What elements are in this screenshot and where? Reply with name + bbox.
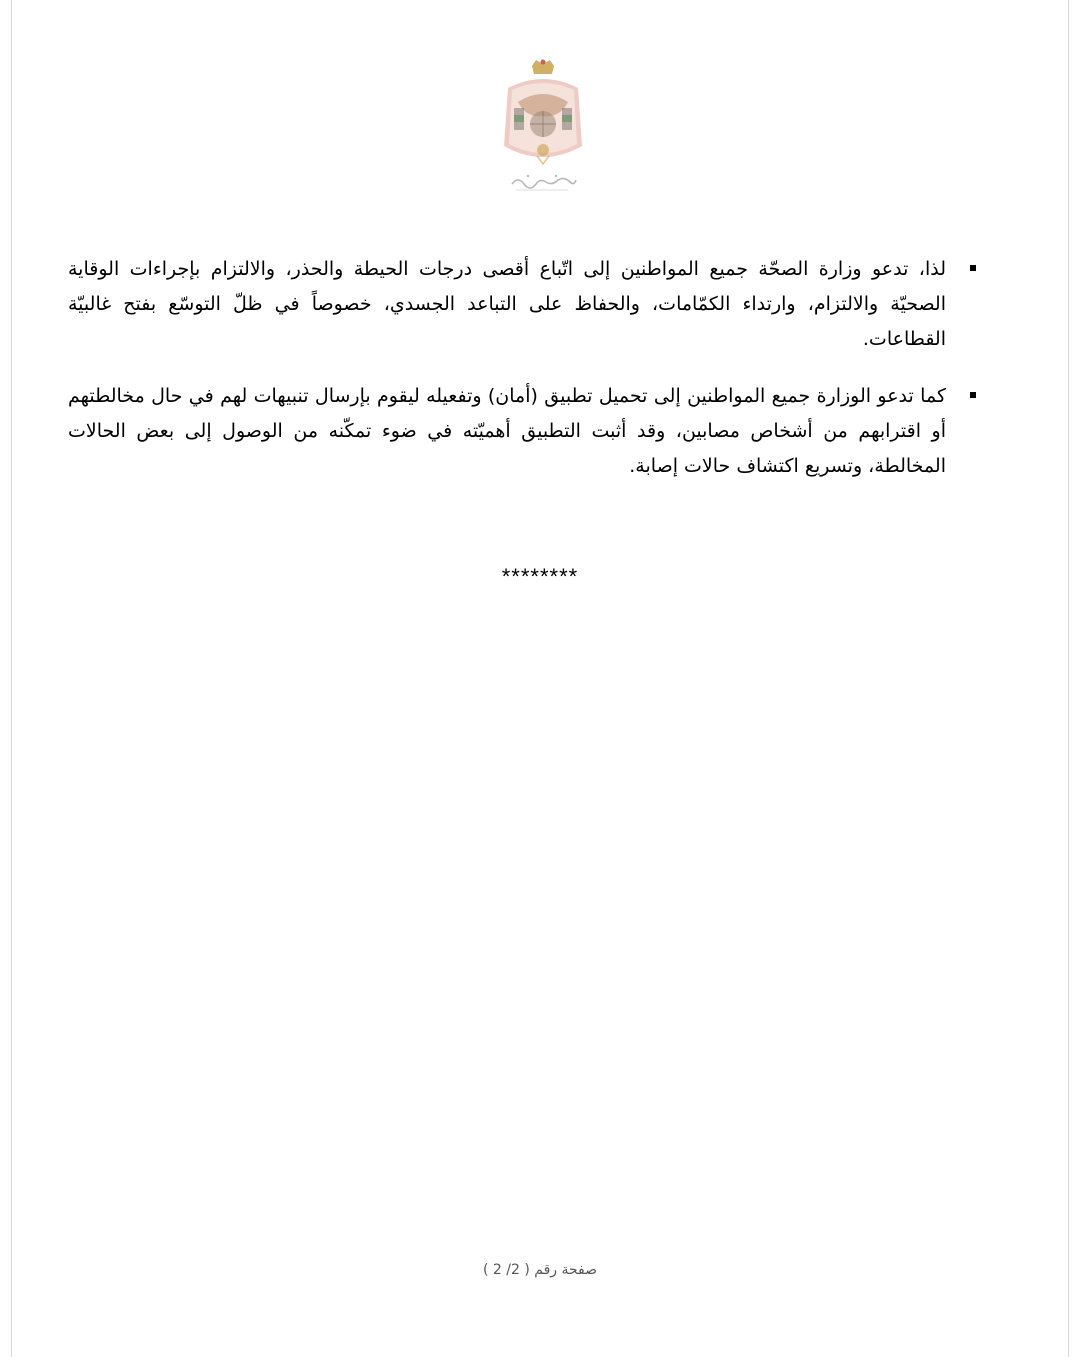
paragraph-aman-app: كما تدعو الوزارة جميع المواطنين إلى تحميل تطبيق (أمان) وتفعيله ليقوم بإرسال تنبيهات لهم في حال مخالطتهم أو اقترابهم من أشخاص مصابين، وقد أثبت التطبيق أهميّته في ضوء تمكّنه من الوصول إلى بعض الحالات المخالطة، وتسريع اكتشاف حالات إصابة. xyxy=(68,385,946,477)
section-separator: ******** xyxy=(501,564,579,589)
coat-of-arms-logo xyxy=(498,58,588,200)
page-border-left xyxy=(11,0,12,1357)
square-bullet-icon xyxy=(970,265,976,271)
page-border-right xyxy=(1068,0,1069,1357)
document-body xyxy=(68,252,980,506)
page-number-footer: صفحة رقم ( 2/ 2 ) xyxy=(482,1262,598,1278)
bullet-item xyxy=(68,252,980,357)
bullet-item xyxy=(68,379,980,484)
square-bullet-icon xyxy=(970,392,976,398)
paragraph-health-ministry-call: لذا، تدعو وزارة الصحّة جميع المواطنين إلى اتّباع أقصى درجات الحيطة والحذر، والالتزام بإجراءات الوقاية الصحيّة والالتزام، وارتداء الكمّامات، والحفاظ على التباعد الجسدي، خصوصاً في ظلّ التوسّع بفتح غالبيّة القطاعات. xyxy=(68,258,946,350)
